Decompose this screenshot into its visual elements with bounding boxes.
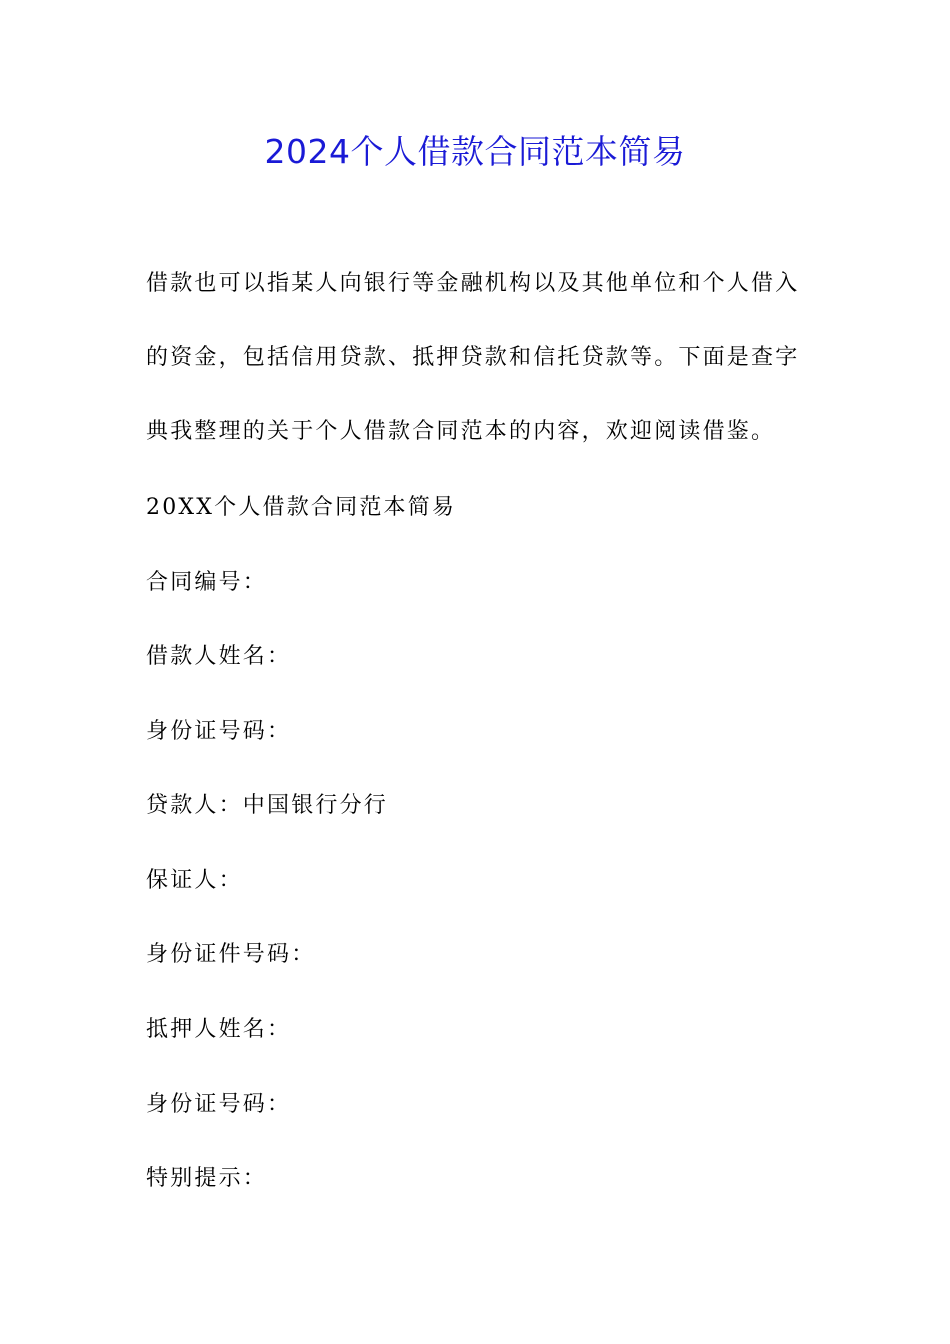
contract-number-field: 合同编号： xyxy=(146,570,268,595)
contract-subtitle: 20XX个人借款合同范本简易 xyxy=(146,495,457,520)
guarantor-field: 保证人： xyxy=(146,868,243,893)
intro-paragraph xyxy=(146,265,816,450)
document-title: 2024个人借款合同范本简易 xyxy=(264,132,686,171)
intro-line: 典我整理的关于个人借款合同范本的内容，欢迎阅读借鉴。 xyxy=(146,419,776,444)
lender-field: 贷款人：中国银行分行 xyxy=(146,793,389,818)
intro-line: 的资金，包括信用贷款、抵押贷款和信托贷款等。下面是查字 xyxy=(146,345,800,370)
mortgagor-name-field: 抵押人姓名： xyxy=(146,1017,292,1042)
id-document-number-field: 身份证件号码： xyxy=(146,942,316,967)
intro-line: 借款也可以指某人向银行等金融机构以及其他单位和个人借入 xyxy=(146,271,800,296)
mortgagor-id-number-field: 身份证号码： xyxy=(146,1092,292,1117)
special-notice-field: 特别提示： xyxy=(146,1166,268,1191)
id-number-field: 身份证号码： xyxy=(146,719,292,744)
borrower-name-field: 借款人姓名： xyxy=(146,644,292,669)
